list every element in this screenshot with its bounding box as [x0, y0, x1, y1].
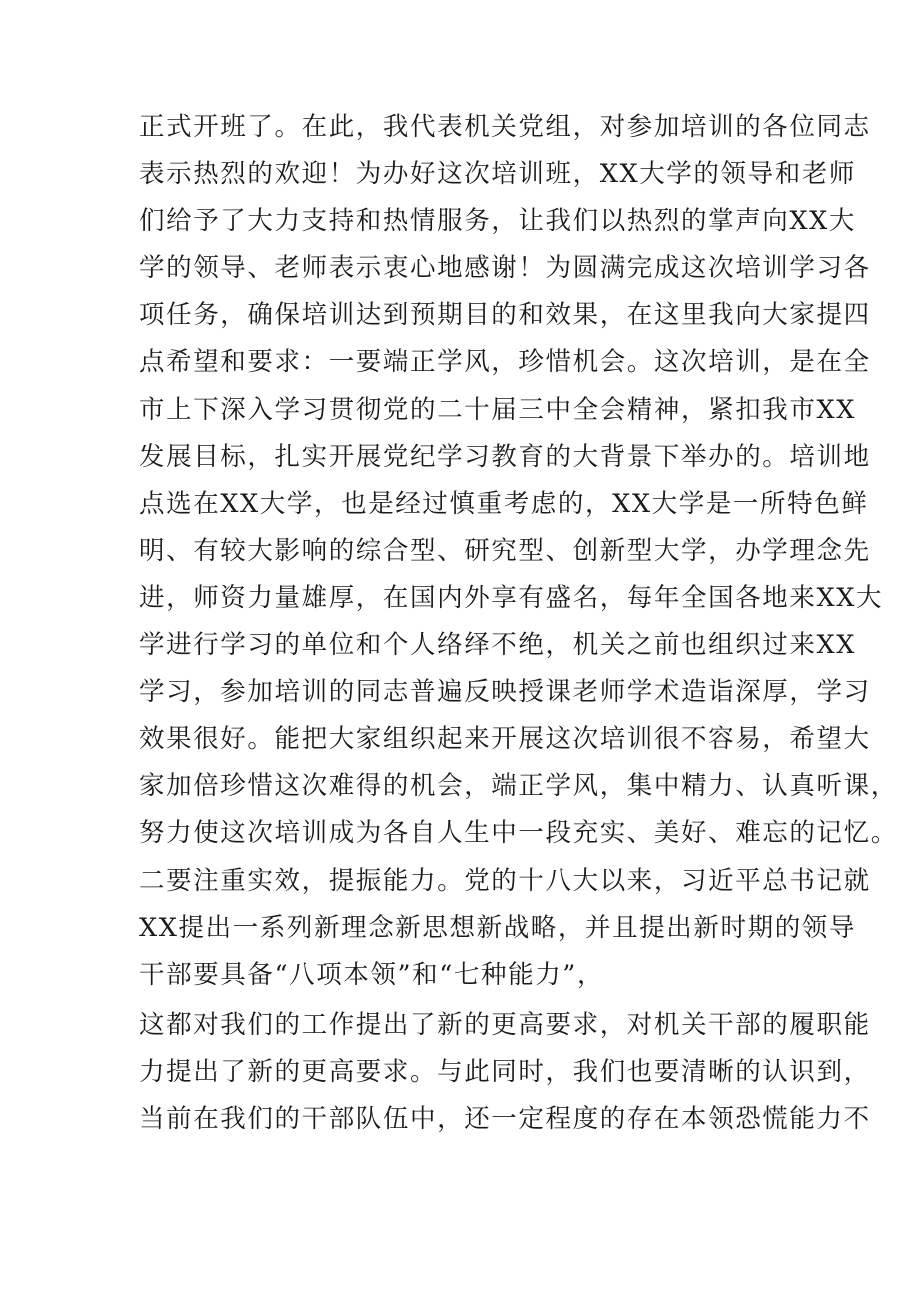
text-line: 项任务，确保培训达到预期目的和效果，在这里我向大家提四: [139, 300, 871, 331]
text-line: 干部要具备“八项本领”和“七种能力”，: [139, 959, 605, 990]
text-line: 家加倍珍惜这次难得的机会，端正学风，集中精力、认真听课，: [139, 771, 898, 802]
text-line: 二要注重实效，提振能力。党的十八大以来，习近平总书记就: [139, 865, 871, 896]
text-line: 进，师资力量雄厚，在国内外享有盛名，每年全国各地来XX大: [139, 582, 884, 613]
text-line: 点选在XX大学，也是经过慎重考虑的，XX大学是一所特色鲜: [139, 488, 869, 519]
text-line: 点希望和要求：一要端正学风，珍惜机会。这次培训，是在全: [139, 347, 871, 378]
text-line: 效果很好。能把大家组织起来开展这次培训很不容易，希望大: [139, 724, 871, 755]
text-line: 当前在我们的干部队伍中，还一定程度的存在本领恐慌能力不: [139, 1103, 871, 1134]
text-line: 学进行学习的单位和个人络绎不绝，机关之前也组织过来XX: [139, 630, 857, 661]
text-line: 们给予了大力支持和热情服务，让我们以热烈的掌声向XX大: [139, 206, 857, 237]
text-line: 学的领导、老师表示衷心地感谢！为圆满完成这次培训学习各: [139, 253, 871, 284]
text-line: 正式开班了。在此，我代表机关党组，对参加培训的各位同志: [139, 112, 871, 142]
text-line: 市上下深入学习贯彻党的二十届三中全会精神，紧扣我市XX: [139, 394, 857, 425]
text-line: 力提出了新的更高要求。与此同时，我们也要清晰的认识到，: [139, 1056, 871, 1087]
text-line: 明、有较大影响的综合型、研究型、创新型大学，办学理念先: [139, 535, 871, 566]
text-line: XX提出一系列新理念新思想新战略，并且提出新时期的领导: [139, 912, 857, 943]
text-line: 努力使这次培训成为各自人生中一段充实、美好、难忘的记忆。: [139, 818, 898, 849]
text-line: 学习，参加培训的同志普遍反映授课老师学术造诣深厚，学习: [139, 677, 871, 708]
body-text: [139, 104, 898, 1143]
text-line: 表示热烈的欢迎！为办好这次培训班，XX大学的领导和老师: [139, 159, 857, 190]
text-line: 发展目标，扎实开展党纪学习教育的大背景下举办的。培训地: [139, 441, 871, 472]
text-line: 这都对我们的工作提出了新的更高要求，对机关干部的履职能: [139, 1009, 871, 1040]
